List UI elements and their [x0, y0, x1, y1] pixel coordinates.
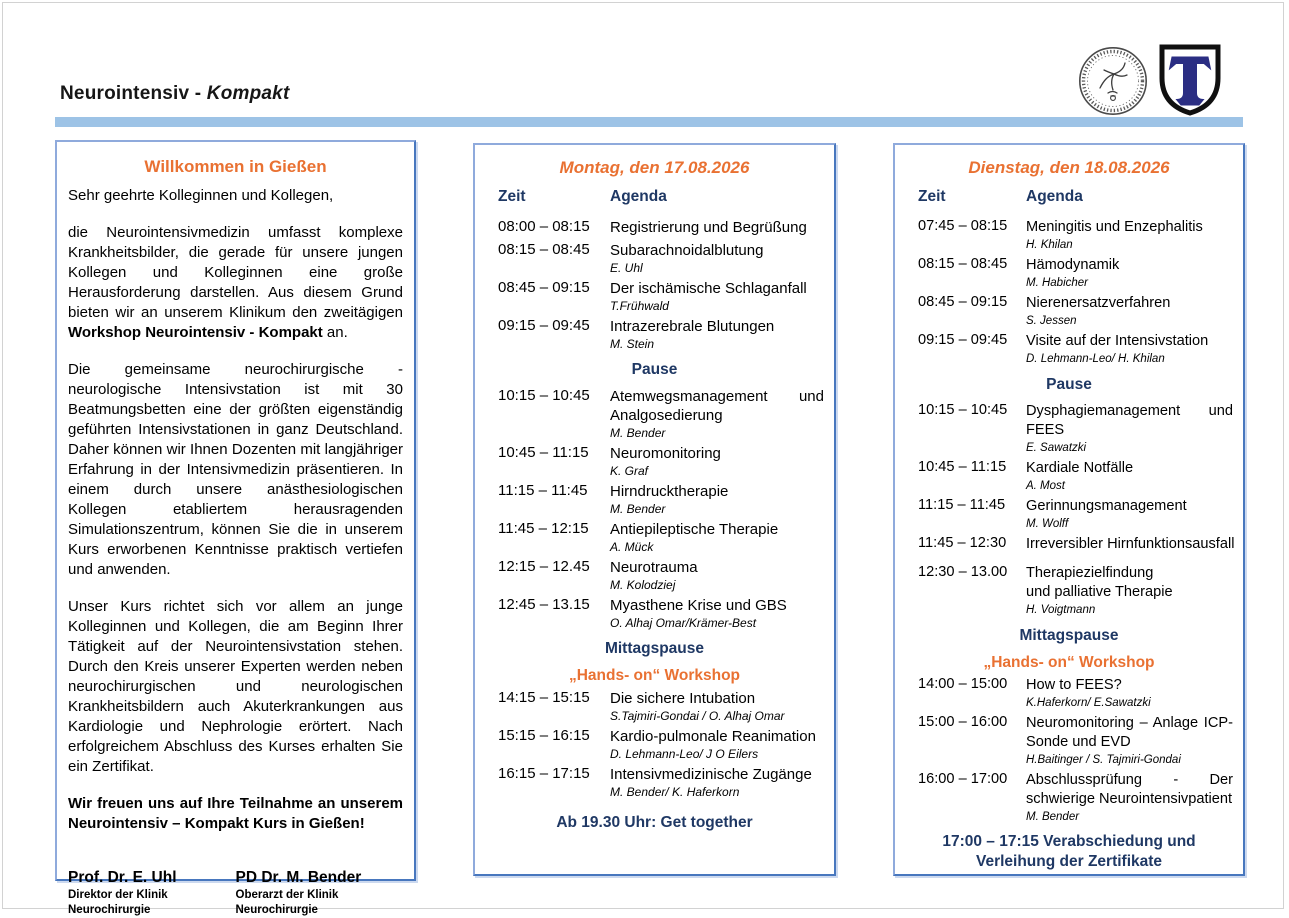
item-title: Intrazerebrale Blutungen [610, 318, 775, 335]
item-time: 09:15 – 09:45 [498, 317, 590, 334]
item-speaker: H.Baitinger / S. Tajmiri-Gondai [1026, 754, 1181, 766]
page-title [60, 83, 289, 105]
tau-shield-icon [1158, 44, 1222, 116]
monday-panel [473, 143, 836, 876]
signature-name: Prof. Dr. E. Uhl [68, 869, 177, 886]
item-speaker: E. Uhl [610, 261, 643, 275]
paragraph-text: an. [322, 324, 348, 341]
welcome-salutation: Sehr geehrte Kolleginnen und Kollegen, [68, 187, 334, 204]
item-title-line2: Sonde und EVD [1026, 734, 1131, 750]
item-speaker: K.Haferkorn/ E.Sawatzki [1026, 697, 1151, 709]
item-time: 08:45 – 09:15 [918, 294, 1008, 310]
schedule-item [485, 727, 824, 761]
schedule-item [485, 765, 824, 799]
item-time: 10:15 – 10:45 [918, 402, 1008, 418]
item-time: 07:45 – 08:15 [918, 218, 1008, 234]
item-title: Subarachnoidalblutung [610, 242, 764, 259]
item-time: 14:00 – 15:00 [918, 676, 1008, 692]
schedule-item [905, 714, 1233, 767]
item-title: How to FEES? [1026, 677, 1122, 693]
schedule-item [905, 294, 1233, 328]
signatures [68, 868, 403, 918]
item-title: Gerinnungsmanagement [1026, 498, 1187, 514]
signature-name: PD Dr. M. Bender [235, 869, 362, 886]
signature-dept: Neurochirurgie [235, 904, 318, 916]
monday-heading: Montag, den 17.08.2026 [559, 158, 750, 177]
col-header-agenda: Agenda [1026, 188, 1083, 205]
welcome-paragraph-2: Die gemeinsame neurochirurgische - neurologische Intensivstation ist mit 30 Beatmungsbetten eine der größten eigenständig geführten Intensivstationen in ganz Deutschland. Daher können wir Ihnen Dozenten mit langjähriger Erfahrung in der Intensivmedizin präsentieren. In einem durch unsere anästhesiologischen Kollegen etabliertem herausragenden Simulationszentrum, können Sie die in unserem Kurs erworbenen Kenntnisse praktisch vertiefen und anwenden. [68, 361, 403, 578]
tuesday-heading: Dienstag, den 18.08.2026 [968, 158, 1170, 177]
item-time: 16:00 – 17:00 [918, 771, 1008, 787]
signature-uhl [68, 868, 236, 918]
tuesday-panel [893, 143, 1245, 876]
schedule-item [485, 241, 824, 275]
item-time: 11:15 – 11:45 [498, 482, 588, 499]
item-speaker: E. Sawatzki [1026, 442, 1087, 454]
item-speaker: M. Wolff [1026, 518, 1069, 530]
signature-role: Oberarzt der Klinik [235, 889, 339, 901]
item-title: Kardio-pulmonale Reanimation [610, 728, 816, 745]
item-time: 16:15 – 17:15 [498, 765, 590, 782]
schedule-item [485, 596, 824, 630]
item-title: Neuromonitoring [610, 445, 721, 462]
item-time: 10:45 – 11:15 [918, 459, 1007, 475]
schedule-item [905, 535, 1233, 554]
item-title-line2: FEES [1026, 422, 1065, 438]
schedule-item [485, 317, 824, 351]
col-header-agenda: Agenda [610, 188, 667, 205]
schedule-item [485, 482, 824, 516]
schedule-item [905, 332, 1233, 366]
item-time: 10:45 – 11:15 [498, 444, 589, 461]
welcome-paragraph-1 [68, 223, 403, 343]
item-speaker: M. Kolodziej [610, 578, 676, 592]
item-title: Myasthene Krise und GBS [610, 597, 787, 614]
item-speaker: T.Frühwald [610, 299, 669, 313]
item-speaker: O. Alhaj Omar/Krämer-Best [610, 616, 757, 630]
page-title-accent: Kompakt [206, 83, 290, 104]
item-speaker: S. Jessen [1026, 315, 1077, 327]
lunch-heading: Mittagspause [604, 640, 705, 657]
item-time: 11:45 – 12:15 [498, 520, 589, 537]
closing-note [905, 832, 1233, 872]
item-speaker: H. Khilan [1026, 239, 1073, 251]
pause-heading: Pause [1046, 376, 1092, 393]
item-speaker: M. Bender [1026, 811, 1080, 823]
workshop-heading: „Hands- on“ Workshop [568, 667, 741, 684]
item-speaker: A. Mück [610, 540, 654, 554]
item-speaker: A. Most [1026, 480, 1065, 492]
item-title: Intensivmedizinische Zugänge [610, 766, 812, 783]
item-speaker: M. Bender/ K. Haferkorn [610, 785, 740, 799]
item-title: Visite auf der Intensivstation [1026, 333, 1209, 349]
schedule-item [485, 520, 824, 554]
item-title: Antiepileptische Therapie [610, 521, 779, 538]
schedule-item [905, 218, 1233, 252]
schedule-item [905, 256, 1233, 290]
item-speaker: M. Habicher [1026, 277, 1088, 289]
item-speaker: K. Graf [610, 464, 649, 478]
closing-note-line1: 17:00 – 17:15 Verabschiedung und [942, 833, 1196, 850]
paragraph-text: die Neurointensivmedizin umfasst komplexe Krankheitsbilder, die gerade für unsere jungen Kollegen und Kolleginnen eine große Herausforderung darstellen. Aus diesem Grund bieten wir an unserem Klinikum den zweitägigen [68, 224, 403, 321]
header-divider-bar [55, 117, 1243, 127]
item-speaker: M. Bender [610, 426, 666, 440]
item-time: 14:15 – 15:15 [498, 689, 590, 706]
lunch-heading: Mittagspause [1019, 627, 1119, 644]
item-speaker: M. Bender [610, 502, 666, 516]
schedule-item [485, 558, 824, 592]
item-time: 08:15 – 08:45 [498, 241, 590, 258]
page-title-main: Neurointensiv - [60, 83, 207, 104]
schedule-item [905, 771, 1233, 824]
monday-column-headers [485, 187, 824, 206]
item-title: Irreversibler Hirnfunktionsausfall [1026, 536, 1235, 552]
tuesday-column-headers [905, 187, 1233, 206]
item-title: Registrierung und Begrüßung [610, 219, 807, 236]
item-speaker: D. Lehmann-Leo/ J O Eilers [610, 747, 759, 761]
col-header-zeit: Zeit [918, 188, 946, 205]
item-time: 15:15 – 16:15 [498, 727, 590, 744]
welcome-panel [55, 140, 416, 916]
item-speaker: D. Lehmann-Leo/ H. Khilan [1026, 353, 1165, 365]
col-header-zeit: Zeit [498, 188, 526, 205]
item-title: Hämodynamik [1026, 257, 1120, 273]
item-time: 15:00 – 16:00 [918, 714, 1008, 730]
item-title: Meningitis und Enzephalitis [1026, 219, 1203, 235]
item-title: Hirndrucktherapie [610, 483, 729, 500]
item-speaker: M. Stein [610, 337, 655, 351]
workshop-heading: „Hands- on“ Workshop [983, 654, 1155, 671]
item-time: 12:45 – 13.15 [498, 596, 590, 613]
item-time: 11:15 – 11:45 [918, 497, 1006, 513]
schedule-item [485, 279, 824, 313]
closing-note-line2: Verleihung der Zertifikate [975, 853, 1163, 870]
evening-note: Ab 19.30 Uhr: Get together [556, 814, 753, 831]
item-title: Der ischämische Schlaganfall [610, 280, 807, 297]
schedule-item [485, 218, 824, 237]
schedule-item [485, 689, 824, 723]
item-time: 12:15 – 12.45 [498, 558, 590, 575]
item-title: Nierenersatzverfahren [1026, 295, 1171, 311]
item-title-line2: Analgosedierung [610, 407, 723, 424]
pause-heading: Pause [631, 361, 678, 378]
item-speaker: S.Tajmiri-Gondai / O. Alhaj Omar [610, 709, 785, 723]
schedule-item [905, 459, 1233, 493]
item-time: 12:30 – 13.00 [918, 564, 1008, 580]
welcome-paragraph-3: Unser Kurs richtet sich vor allem an junge Kolleginnen und Kollegen, die am Beginn Ihrer Tätigkeit auf der Neurointensivstation stehen. Durch den Kreis unserer Experten werden neben neurochirurgischen und neurologischen Krankheitsbildern auch Akuterkrankungen aus Kardiologie und Nephrologie erörtert. Nach erfolgreichem Abschluss des Kurses erhalten Sie ein Zertifikat. [68, 598, 403, 775]
signature-bender [236, 868, 404, 918]
item-title: Kardiale Notfälle [1026, 460, 1134, 476]
item-time: 08:15 – 08:45 [918, 256, 1008, 272]
schedule-item [905, 497, 1233, 531]
item-title: Die sichere Intubation [610, 690, 756, 707]
workshop-name-bold: Workshop Neurointensiv - Kompakt [68, 324, 323, 341]
schedule-item [905, 564, 1233, 617]
item-title: Neurotrauma [610, 559, 698, 576]
welcome-heading: Willkommen in Gießen [144, 157, 327, 176]
item-title-line2: und palliative Therapie [1026, 584, 1173, 600]
item-title: Abschlussprüfung - Der [1026, 772, 1233, 788]
item-time: 10:15 – 10:45 [498, 387, 590, 404]
item-title: Neuromonitoring – Anlage ICP- [1026, 715, 1233, 731]
item-time: 08:45 – 09:15 [498, 279, 590, 296]
item-title: Therapiezielfindung [1026, 565, 1154, 581]
item-time: 08:00 – 08:15 [498, 218, 590, 235]
item-title: Dysphagiemanagement und [1026, 403, 1233, 419]
welcome-closing: Wir freuen uns auf Ihre Teilnahme an unserem Neurointensiv – Kompakt Kurs in Gießen! [68, 795, 403, 832]
item-title: Atemwegsmanagement und [610, 388, 824, 405]
schedule-item [485, 444, 824, 478]
schedule-item [905, 676, 1233, 710]
signature-dept: Neurochirurgie [68, 904, 151, 916]
item-time: 11:45 – 12:30 [918, 535, 1007, 551]
item-time: 09:15 – 09:45 [918, 332, 1008, 348]
signature-role: Direktor der Klinik [68, 889, 168, 901]
university-seal-icon [1078, 46, 1148, 116]
item-title-line2: schwierige Neurointensivpatient [1026, 791, 1233, 807]
schedule-item [905, 402, 1233, 455]
schedule-item [485, 387, 824, 440]
item-speaker: H. Voigtmann [1026, 604, 1096, 616]
